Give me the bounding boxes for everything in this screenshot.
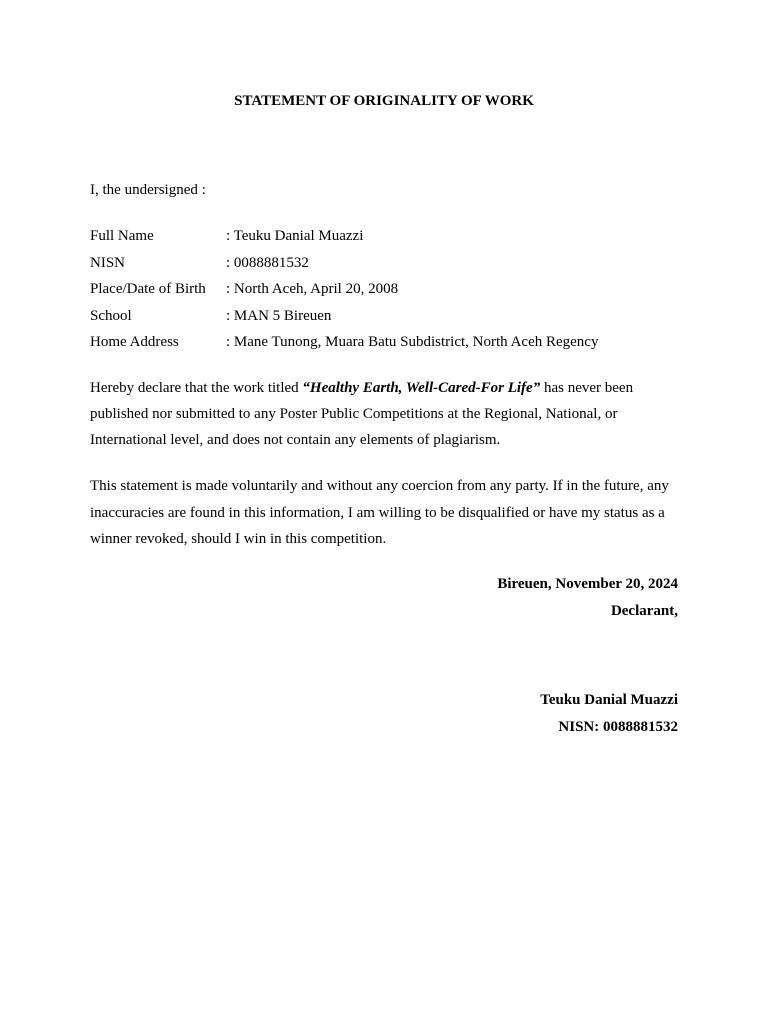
intro-text: I, the undersigned : (90, 182, 206, 198)
field-label-place-date-of-birth: Place/Date of Birth (90, 281, 206, 297)
statement-line-3: winner revoked, should I win in this competition. (90, 531, 387, 547)
field-value-home-address: : Mane Tunong, Muara Batu Subdistrict, North Aceh Regency (226, 334, 599, 350)
declaration-prefix: Hereby declare that the work titled (90, 380, 303, 396)
work-title: “Healthy Earth, Well-Cared-For Life” (302, 380, 541, 396)
field-label-nisn: NISN (90, 255, 126, 271)
field-value-nisn: : 0088881532 (226, 255, 309, 271)
signature-role: Declarant, (610, 603, 678, 619)
document-title: STATEMENT OF ORIGINALITY OF WORK (234, 93, 534, 109)
field-label-home-address: Home Address (90, 334, 179, 350)
signature-nisn: NISN: 0088881532 (558, 719, 678, 735)
field-label-full-name: Full Name (90, 228, 154, 244)
declaration-line-1 (90, 380, 633, 397)
signature-name: Teuku Danial Muazzi (540, 692, 678, 708)
field-label-school: School (90, 308, 132, 324)
signature-place-date: Bireuen, November 20, 2024 (497, 576, 678, 592)
declaration-line-2: published nor submitted to any Poster Public Competitions at the Regional, National, or (90, 406, 618, 422)
field-value-school: : MAN 5 Bireuen (226, 308, 332, 324)
statement-line-1: This statement is made voluntarily and without any coercion from any party. If in the future, any (90, 478, 669, 494)
declaration-suffix: has never been (540, 380, 634, 396)
declaration-line-3: International level, and does not contain any elements of plagiarism. (90, 432, 501, 448)
statement-line-2: inaccuracies are found in this information, I am willing to be disqualified or have my status as a (90, 505, 665, 521)
field-value-full-name: : Teuku Danial Muazzi (226, 228, 364, 244)
field-value-place-date-of-birth: : North Aceh, April 20, 2008 (226, 281, 399, 297)
